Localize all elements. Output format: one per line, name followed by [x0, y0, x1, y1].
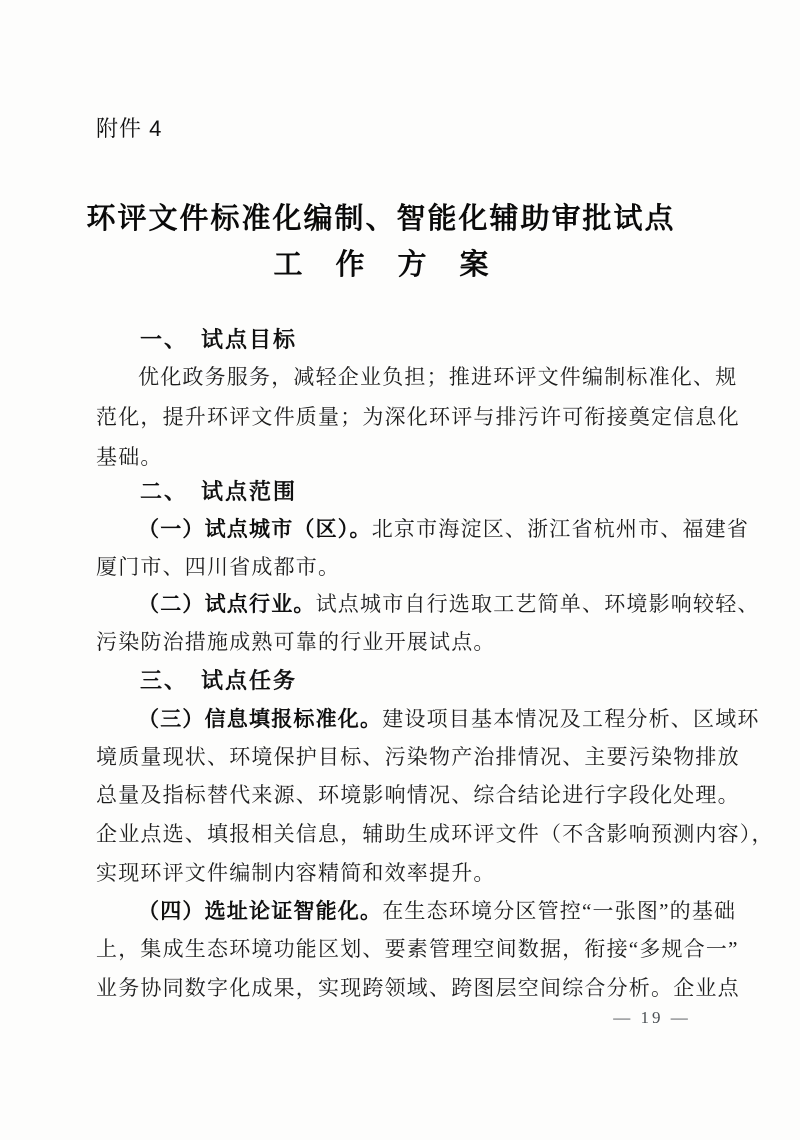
- line-text: 总量及指标替代来源、环境影响情况、综合结论进行字段化处理。: [96, 783, 740, 807]
- line-text: 优化政务服务，减轻企业负担；推进环评文件编制标准化、规: [138, 365, 738, 389]
- line-text: 境质量现状、环境保护目标、污染物产治排情况、主要污染物排放: [96, 745, 740, 769]
- line-text: 污染防治措施成熟可靠的行业开展试点。: [96, 630, 496, 654]
- text-line: [96, 591, 760, 617]
- line-text: 厦门市、四川省成都市。: [96, 555, 341, 579]
- text-line: [96, 936, 739, 962]
- heading-text: 一、 试点目标: [140, 327, 298, 352]
- heading-text: 二、 试点范围: [140, 479, 298, 504]
- text-line: [96, 516, 760, 542]
- text-line: [96, 860, 718, 886]
- title-char: 案: [459, 249, 489, 281]
- bold-lead: （一）试点城市（区）。: [138, 517, 372, 541]
- section-heading: [96, 668, 762, 694]
- attachment-label: 附件 4: [96, 116, 163, 141]
- text-line: [96, 898, 760, 924]
- text-line: [96, 975, 740, 1001]
- line-text: 实现环评文件编制内容精简和效率提升。: [96, 861, 496, 885]
- line-text: 在生态环境分区管控“一张图”的基础: [382, 899, 737, 923]
- text-line: [96, 821, 774, 847]
- line-text: 北京市海淀区、浙江省杭州市、福建省: [371, 517, 750, 541]
- text-line: [96, 629, 718, 655]
- heading-text: 三、 试点任务: [140, 668, 298, 693]
- document-title-line2: [0, 242, 762, 283]
- title-char: 工: [273, 249, 303, 281]
- line-text: 企业点选、填报相关信息，辅助生成环评文件（不含影响预测内容），: [96, 822, 774, 846]
- text-line: [96, 554, 718, 580]
- bold-lead: （四）选址论证智能化。: [138, 899, 383, 923]
- text-line: [96, 744, 740, 770]
- line-text: 建设项目基本情况及工程分析、区域环: [382, 707, 760, 731]
- section-heading: [96, 479, 762, 505]
- text-line: [96, 404, 740, 430]
- document-title-line1: 环评文件标准化编制、智能化辅助审批试点: [86, 203, 676, 235]
- title-char: 作: [335, 249, 365, 281]
- line-text: 试点城市自行选取工艺简单、环境影响较轻、: [315, 592, 760, 616]
- line-text: 范化，提升环评文件质量；为深化环评与排污许可衔接奠定信息化: [96, 405, 740, 429]
- page-number: — 19 —: [613, 1008, 691, 1027]
- text-line: [96, 444, 718, 470]
- line-text: 基础。: [96, 445, 163, 469]
- text-line: [96, 706, 760, 732]
- line-text: 业务协同数字化成果，实现跨领域、跨图层空间综合分析。企业点: [96, 976, 740, 1000]
- line-text: 上，集成生态环境功能区划、要素管理空间数据，衔接“多规合一”: [96, 937, 739, 961]
- text-line: [96, 782, 740, 808]
- text-line: [96, 364, 760, 390]
- bold-lead: （三）信息填报标准化。: [138, 707, 383, 731]
- bold-lead: （二）试点行业。: [138, 592, 316, 616]
- section-heading: [96, 327, 762, 353]
- title-char: 方: [397, 249, 427, 281]
